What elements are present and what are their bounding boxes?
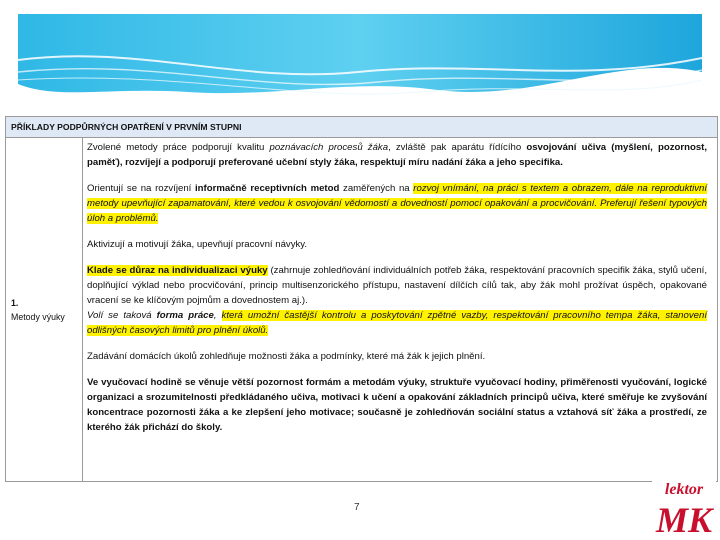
row-label: Metody výuky xyxy=(11,312,65,322)
document-header: PŘÍKLADY PODPŮRNÝCH OPATŘENÍ V PRVNÍM STUPNI xyxy=(6,117,717,138)
paragraph-lesson-attention: Ve vyučovací hodině se věnuje větší pozornost formám a metodám výuky, struktuře vyučovací hodiny, přiměřenosti vyučování, logické organizaci a srozumitelnosti předkládaného učiva, motivaci k učení a opakování základních principů učiva, které směřuje ke zvyšování koncentrace pozornosti žáka a ke zlepšení jeho motivace; současně je zohledňován sociální status a vztahová síť žáka a prostředí, ze kterého žák přichází do školy. xyxy=(87,377,707,433)
text-span-bold: informačně receptivních metod xyxy=(195,183,340,194)
highlighted-text-bold: Klade se důraz na individualizaci výuky xyxy=(87,265,268,276)
text-span: zaměřených na xyxy=(339,183,414,194)
lektor-mk-logo xyxy=(652,476,716,538)
text-span: , zvláště pak aparátu řídícího xyxy=(388,142,527,153)
paragraph-homework: Zadávání domácích úkolů zohledňuje možnosti žáka a podmínky, které má žák k jejich plnění. xyxy=(87,351,486,362)
row-label-column xyxy=(6,138,83,481)
text-span: Orientují se na rozvíjení xyxy=(87,183,195,194)
paragraph-activation: Aktivizují a motivují žáka, upevňují pracovní návyky. xyxy=(87,239,308,250)
text-span-italic: Volí se taková xyxy=(87,310,157,321)
svg-text:lektor: lektor xyxy=(664,481,704,498)
paragraph-receptive-methods xyxy=(87,181,707,226)
text-span-bold: osvojování učiva (myšlení, pozornost, paměť), rozvíjejí a podporují preferované učební styly žáka, respektují míru nadání žáka a jeho specifika. xyxy=(87,142,708,168)
row-number: 1. xyxy=(11,298,19,308)
text-span-bold-italic: forma práce xyxy=(156,310,214,321)
paragraph-individualization xyxy=(87,263,707,338)
decorative-wave-banner xyxy=(18,14,702,106)
text-span: Zvolené metody práce podporují kvalitu xyxy=(87,142,270,153)
content-column xyxy=(87,140,707,435)
support-measures-document xyxy=(5,116,718,482)
text-span-italic: poznávacích procesů žáka xyxy=(269,142,389,153)
paragraph-cognitive-processes xyxy=(87,140,707,170)
highlighted-text: která umožní častější kontrolu a poskytování zpětné vazby, respektování pracovního tempa žáka, stanovení odlišných časových limitů pro plnění úkolů. xyxy=(87,310,707,336)
document-body xyxy=(6,138,717,481)
highlighted-text: rozvoj vnímání, na práci s textem a obrazem, dále na reproduktivní metody upevňující zapamatování, které vedou k osvojování vědomostí a dovedností pomocí opakování a procvičování. Preferují řešení typových úloh a problémů. xyxy=(87,183,708,224)
page-number: 7 xyxy=(354,502,360,513)
svg-text:MK: MK xyxy=(655,500,713,538)
text-span: (zahrnuje zohledňování individuálních potřeb žáka, respektování pracovních specifik žáka, stylů učení, doplňující výklad nebo procvičování, princip multisenzorického přístupu, nastavení dílčích cílů tak, aby žák mohl prožívat úspěch, opakované vracení se ke klíčovým pojmům a dovednostem aj.). xyxy=(87,265,707,306)
text-span-italic: , xyxy=(213,310,222,321)
